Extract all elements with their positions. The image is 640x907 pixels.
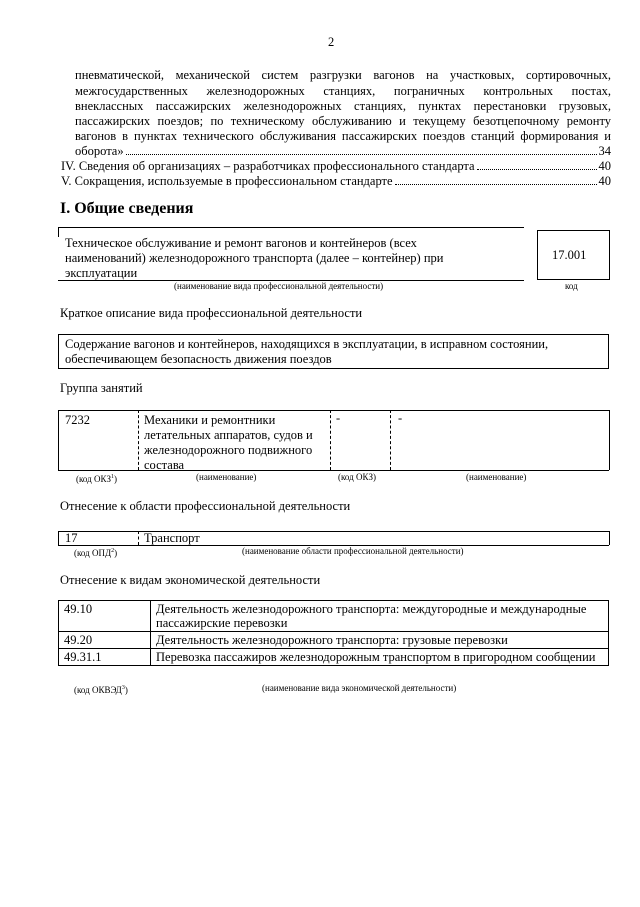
group-label: Группа занятий [60, 381, 143, 395]
toc-entry-section5[interactable] [61, 174, 611, 189]
area-name: Транспорт [144, 531, 200, 545]
toc-leader-dots [395, 184, 597, 185]
group-code2-dash: - [336, 411, 341, 425]
okved-code: 49.20 [59, 632, 151, 649]
okved-name: Деятельность железнодорожного транспорта: междугородные и международные пассажирские перевозки [151, 601, 609, 632]
okved-code: 49.10 [59, 601, 151, 632]
toc-entry-text: V. Сокращения, используемые в профессиональном стандарте [61, 174, 393, 188]
activity-top-rule [58, 227, 524, 228]
toc-page: 34 [598, 144, 611, 158]
group-caption-okz2: (код ОКЗ) [338, 472, 376, 482]
toc-leader-dots [126, 154, 597, 155]
toc-line: пневматической, механической систем разгрузки вагонов на участковых, сортировочных, [75, 68, 611, 82]
okved-name: Перевозка пассажиров железнодорожным транспортом в пригородном сообщении [151, 649, 609, 666]
group-right-rule [609, 410, 610, 470]
toc-line: пассажирских поездов; по техническому обслуживанию и текущему безотцепочному ремонту [75, 114, 611, 128]
brief-text: Содержание вагонов и контейнеров, находящихся в эксплуатации, в исправном состоянии, обеспечивающем безопасность движения поездов [65, 337, 549, 366]
okved-code: 49.31.1 [59, 649, 151, 666]
area-divider [138, 531, 139, 545]
area-label: Отнесение к области профессиональной деятельности [60, 499, 351, 513]
table-row [59, 632, 609, 649]
activity-code: 17.001 [552, 248, 587, 262]
section-heading: I. Общие сведения [60, 200, 194, 217]
activity-name: Техническое обслуживание и ремонт вагонов и контейнеров (всех наименований) железнодорожного транспорта (далее – контейнер) при эксплуатации [65, 236, 444, 280]
group-top-rule [58, 410, 609, 411]
toc-entry-text: оборота» [75, 144, 124, 158]
activity-code-caption: код [565, 281, 578, 291]
okved-name: Деятельность железнодорожного транспорта: грузовые перевозки [151, 632, 609, 649]
table-row [59, 649, 609, 666]
group-bottom-rule [58, 470, 609, 471]
group-name2-dash: - [398, 411, 403, 425]
toc-page: 40 [598, 159, 611, 173]
group-left-rule [58, 410, 59, 470]
toc-page: 40 [598, 174, 611, 188]
group-caption-name1: (наименование) [196, 472, 257, 482]
toc-leader-dots [477, 169, 597, 170]
toc-entry-text: IV. Сведения об организациях – разработчиках профессионального стандарта [61, 159, 475, 173]
activity-name-caption: (наименование вида профессиональной деятельности) [174, 281, 384, 291]
area-caption-code: (код ОПД$^2$) [74, 548, 118, 558]
group-code: 7232 [65, 413, 90, 427]
toc-line: вагонов в пунктах технического обслуживания пассажирских поездов станций формирования и [75, 129, 611, 143]
okved-caption-code: (код ОКВЭД$^3$) [74, 685, 128, 695]
group-caption-okz1: (код ОКЗ$^1$) [76, 474, 117, 484]
area-code: 17 [65, 531, 78, 545]
group-divider [330, 410, 331, 470]
area-caption-name: (наименование области профессиональной деятельности) [242, 546, 464, 556]
activity-left-rule [58, 227, 59, 237]
group-name: Механики и ремонтники летательных аппаратов, судов и железнодорожного подвижного состава [144, 413, 313, 472]
table-row [59, 601, 609, 632]
okved-table [58, 600, 609, 666]
group-divider [390, 410, 391, 470]
area-left-rule [58, 531, 59, 545]
toc-entry-continuation[interactable] [75, 144, 611, 159]
toc-entry-section4[interactable] [61, 159, 611, 174]
brief-label: Краткое описание вида профессиональной деятельности [60, 306, 363, 320]
group-caption-name2: (наименование) [466, 472, 527, 482]
toc-line: межгосударственных железнодорожных станциях, пограничных контрольных постах, [75, 84, 611, 98]
area-top-rule [58, 531, 609, 532]
okved-caption-name: (наименование вида экономической деятельности) [262, 683, 457, 693]
page-number: 2 [328, 35, 335, 49]
toc-line: внеклассных пассажирских железнодорожных станциях, пунктах перестановки грузовых, [75, 99, 611, 113]
area-right-rule [609, 531, 610, 545]
group-divider [138, 410, 139, 470]
economic-label: Отнесение к видам экономической деятельности [60, 573, 321, 587]
